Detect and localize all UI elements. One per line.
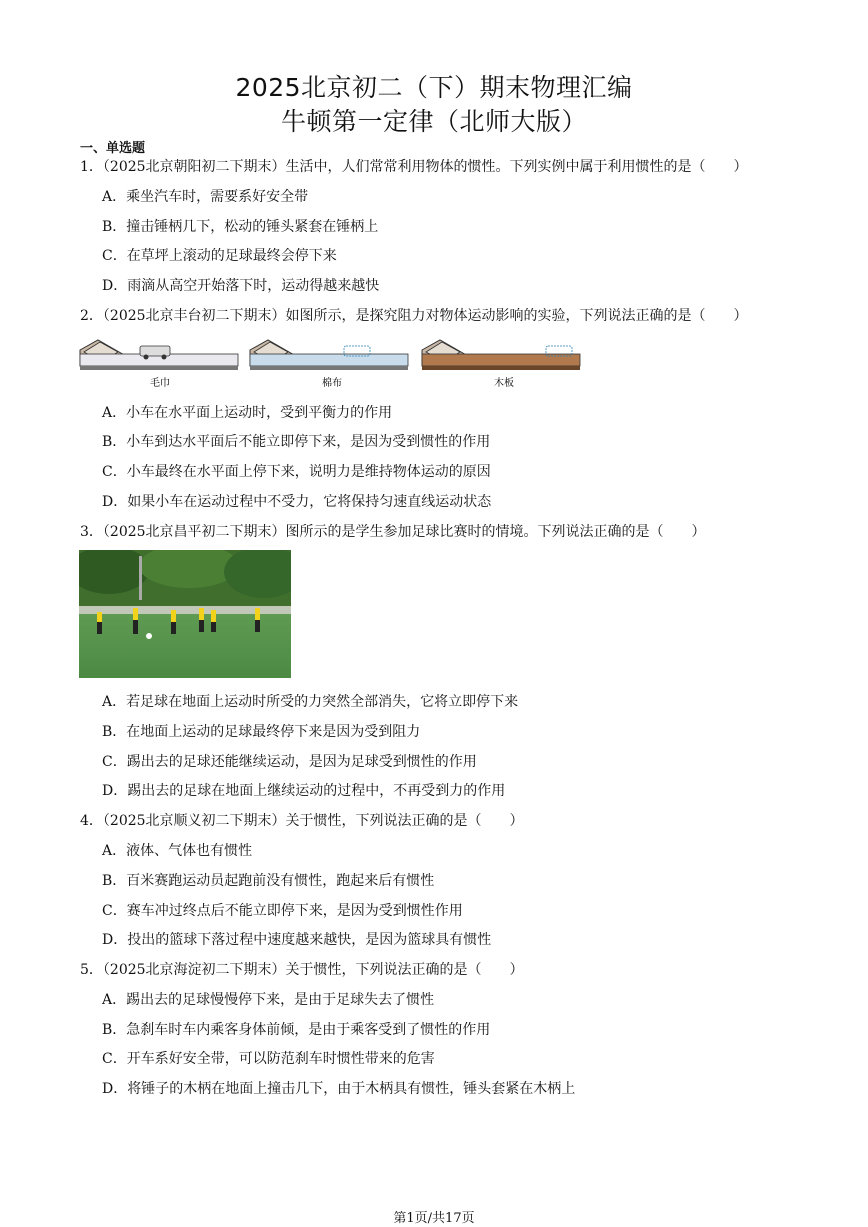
q3-option-c: C．踢出去的足球还能继续运动，是因为足球受到惯性的作用 (102, 754, 477, 770)
q4-option-b: B．百米赛跑运动员起跑前没有惯性，跑起来后有惯性 (102, 873, 435, 889)
question-2-stem: 2．（2025北京丰台初二下期末）如图所示，是探究阻力对物体运动影响的实验，下列说法正确的是（ ） (80, 308, 748, 324)
q3-option-d: D．踢出去的足球在地面上继续运动的过程中，不再受到力的作用 (102, 783, 506, 799)
ramp-towel (80, 340, 238, 370)
q1-option-d: D．雨滴从高空开始落下时，运动得越来越快 (102, 278, 380, 294)
ramp-cotton (250, 340, 408, 370)
label-cotton: 棉布 (322, 378, 342, 389)
question-3-stem: 3．（2025北京昌平初二下期末）图所示的是学生参加足球比赛时的情境。下列说法正确的是（ ） (80, 524, 706, 540)
question-1-stem: 1．（2025北京朝阳初二下期末）生活中，人们常常利用物体的惯性。下列实例中属于利用惯性的是（ ） (80, 159, 748, 175)
ramp-wood (422, 340, 580, 370)
q2-option-d: D．如果小车在运动过程中不受力，它将保持匀速直线运动状态 (102, 494, 492, 510)
q2-option-a: A．小车在水平面上运动时，受到平衡力的作用 (102, 405, 393, 421)
q3-option-a: A．若足球在地面上运动时所受的力突然全部消失，它将立即停下来 (102, 694, 519, 710)
doc-title-line2: 牛顿第一定律（北师大版） (280, 107, 587, 136)
q1-option-b: B．撞击锤柄几下，松动的锤头紧套在锤柄上 (102, 219, 379, 235)
q2-option-c: C．小车最终在水平面上停下来，说明力是维持物体运动的原因 (102, 464, 491, 480)
q1-option-a: A．乘坐汽车时，需要系好安全带 (102, 189, 309, 205)
q5-option-a: A．踢出去的足球慢慢停下来，是由于足球失去了惯性 (102, 992, 435, 1008)
q4-option-a: A．液体、气体也有惯性 (102, 843, 253, 859)
q5-option-c: C．开车系好安全带，可以防范刹车时惯性带来的危害 (102, 1051, 435, 1067)
doc-title-line1: 2025北京初二（下）期末物理汇编 (235, 73, 633, 102)
q3-option-b: B．在地面上运动的足球最终停下来是因为受到阻力 (102, 724, 421, 740)
football-photo (79, 550, 291, 678)
label-wood: 木板 (494, 378, 514, 389)
q1-option-c: C．在草坪上滚动的足球最终会停下来 (102, 248, 337, 264)
q5-option-d: D．将锤子的木柄在地面上撞击几下，由于木柄具有惯性，锤头套紧在木柄上 (102, 1081, 576, 1097)
q2-option-b: B．小车到达水平面后不能立即停下来，是因为受到惯性的作用 (102, 434, 491, 450)
question-4-stem: 4．（2025北京顺义初二下期末）关于惯性，下列说法正确的是（ ） (80, 813, 524, 829)
label-towel: 毛巾 (150, 378, 170, 389)
q4-option-c: C．赛车冲过终点后不能立即停下来，是因为受到惯性作用 (102, 903, 463, 919)
page-footer: 第1页/共17页 (393, 1211, 475, 1226)
q4-option-d: D．投出的篮球下落过程中速度越来越快，是因为篮球具有惯性 (102, 932, 492, 948)
question-5-stem: 5．（2025北京海淀初二下期末）关于惯性，下列说法正确的是（ ） (80, 962, 524, 978)
q5-option-b: B．急刹车时车内乘客身体前倾，是由于乘客受到了惯性的作用 (102, 1022, 491, 1038)
section-heading: 一、单选题 (80, 141, 146, 156)
experiment-figure (78, 336, 584, 392)
